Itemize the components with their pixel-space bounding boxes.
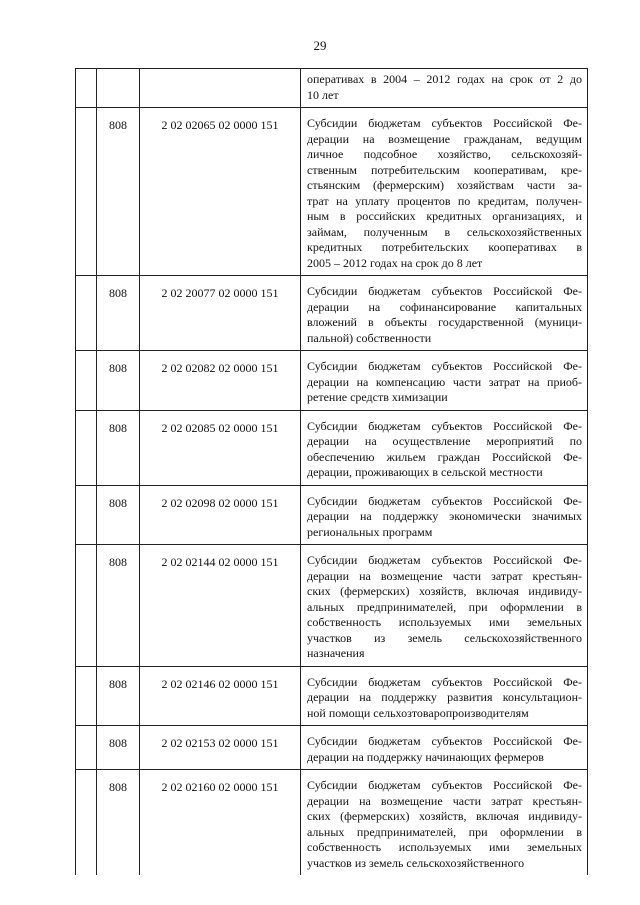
description-cell: [301, 545, 588, 667]
admin-code-cell: 808: [97, 108, 140, 276]
budget-code-cell: [140, 69, 301, 108]
admin-code-cell: 808: [97, 485, 140, 545]
description-cell: [301, 69, 588, 108]
row-margin-cell: [76, 770, 97, 876]
table-row: [76, 410, 588, 485]
description-line: ских (фермерских) хозяйств, включая индивиду-: [307, 584, 582, 598]
description-line: ских (фермерских) хозяйств, включая индивиду-: [307, 809, 582, 823]
description-line: назначения: [307, 646, 365, 660]
description-line: 10 лет: [307, 87, 339, 102]
description-line: вложений в объекты государственной (муници-: [307, 315, 582, 329]
description-line: стьянским (фермерским) хозяйствам части за-: [307, 178, 582, 192]
description-line: ной помощи сельхозтоваропроизводителям: [307, 705, 529, 720]
description-line: пальной) собственности: [307, 330, 432, 345]
budget-code-cell: 2 02 02065 02 0000 151: [140, 108, 301, 276]
description-line: Субсидии бюджетам субъектов Российской Фе-: [307, 553, 582, 567]
description-line: участков из земель сельскохозяйственного: [307, 855, 525, 870]
table-row: [76, 726, 588, 770]
description-line: Субсидии бюджетам субъектов Российской Фе-: [307, 418, 582, 433]
admin-code-cell: 808: [97, 410, 140, 485]
description-line: обеспечению жильем граждан Российской Фе-: [307, 449, 582, 464]
row-margin-cell: [76, 351, 97, 411]
description-line: Субсидии бюджетам субъектов Российской Фе-: [307, 734, 582, 748]
budget-code-cell: 2 02 02144 02 0000 151: [140, 545, 301, 667]
description-line: Субсидии бюджетам субъектов Российской Фе-: [307, 284, 582, 298]
description-line: дерации на компенсацию части затрат на приоб-: [307, 374, 582, 389]
description-line: Субсидии бюджетам субъектов Российской Фе-: [307, 674, 582, 689]
description-cell: [301, 770, 588, 876]
description-line: собственность используемых ими земельных: [307, 840, 582, 854]
table-row: [76, 666, 588, 726]
description-line: дерации на возмещение гражданам, ведущим: [307, 131, 582, 146]
description-cell: [301, 276, 588, 351]
table-row: [76, 276, 588, 351]
table-row: [76, 69, 588, 108]
description-cell: [301, 410, 588, 485]
description-cell: [301, 485, 588, 545]
row-margin-cell: [76, 726, 97, 770]
description-line: ретение средств химизации: [307, 390, 448, 404]
description-line: альных предпринимателей, при оформлении в: [307, 599, 582, 614]
admin-code-cell: 808: [97, 545, 140, 667]
description-line: трат на уплату процентов по кредитам, получен-: [307, 193, 582, 208]
budget-code-cell: 2 02 02085 02 0000 151: [140, 410, 301, 485]
description-line: дерации на поддержку начинающих фермеров: [307, 749, 544, 764]
budget-code-cell: 2 02 02160 02 0000 151: [140, 770, 301, 876]
admin-code-cell: [97, 69, 140, 108]
description-line: Субсидии бюджетам субъектов Российской Фе-: [307, 493, 582, 508]
row-margin-cell: [76, 545, 97, 667]
description-line: займам, полученным в сельскохозяйственных: [307, 224, 582, 239]
budget-code-cell: 2 02 02153 02 0000 151: [140, 726, 301, 770]
description-line: Субсидии бюджетам субъектов Российской Фе-: [307, 116, 582, 130]
description-line: 2005 – 2012 годах на срок до 8 лет: [307, 255, 483, 270]
description-cell: [301, 666, 588, 726]
table-row: [76, 485, 588, 545]
description-line: оперативах в 2004 – 2012 годах на срок от 2 до: [307, 72, 582, 86]
description-line: участков из земель сельскохозяйственного: [307, 630, 582, 645]
description-line: дерации на осуществление мероприятий по: [307, 434, 582, 448]
table-row: [76, 108, 588, 276]
description-line: Субсидии бюджетам субъектов Российской Фе-: [307, 778, 582, 792]
table-row: [76, 770, 588, 876]
row-margin-cell: [76, 410, 97, 485]
budget-code-cell: 2 02 20077 02 0000 151: [140, 276, 301, 351]
description-line: дерации на поддержку экономически значимых: [307, 509, 582, 523]
page-number: 29: [313, 38, 327, 53]
description-line: дерации на поддержку развития консультацион-: [307, 690, 582, 704]
budget-code-cell: 2 02 02098 02 0000 151: [140, 485, 301, 545]
description-cell: [301, 351, 588, 411]
budget-codes-table: [75, 68, 588, 875]
table-row: [76, 545, 588, 667]
admin-code-cell: 808: [97, 351, 140, 411]
description-line: дерации на возмещение части затрат крестьян-: [307, 568, 582, 583]
admin-code-cell: 808: [97, 726, 140, 770]
description-line: дерации, проживающих в сельской местности: [307, 465, 543, 479]
row-margin-cell: [76, 485, 97, 545]
admin-code-cell: 808: [97, 666, 140, 726]
description-cell: [301, 726, 588, 770]
description-line: Субсидии бюджетам субъектов Российской Фе-: [307, 359, 582, 373]
row-margin-cell: [76, 666, 97, 726]
description-cell: [301, 108, 588, 276]
description-line: дерации на софинансирование капитальных: [307, 299, 582, 314]
admin-code-cell: 808: [97, 276, 140, 351]
description-line: личное подсобное хозяйство, сельскохозяй-: [307, 147, 582, 161]
admin-code-cell: 808: [97, 770, 140, 876]
budget-code-cell: 2 02 02146 02 0000 151: [140, 666, 301, 726]
description-line: дерации на возмещение части затрат крестьян-: [307, 793, 582, 808]
description-line: ственным потребительским кооперативам, кре-: [307, 162, 582, 177]
row-margin-cell: [76, 108, 97, 276]
description-line: региональных программ: [307, 524, 433, 539]
description-line: собственность используемых ими земельных: [307, 615, 582, 629]
row-margin-cell: [76, 69, 97, 108]
budget-code-cell: 2 02 02082 02 0000 151: [140, 351, 301, 411]
table-body: [76, 69, 588, 876]
description-line: альных предпринимателей, при оформлении в: [307, 824, 582, 839]
table-row: [76, 351, 588, 411]
description-line: кредитных потребительских кооперативах в: [307, 240, 582, 254]
row-margin-cell: [76, 276, 97, 351]
description-line: ным в российских кредитных организациях, и: [307, 209, 582, 223]
